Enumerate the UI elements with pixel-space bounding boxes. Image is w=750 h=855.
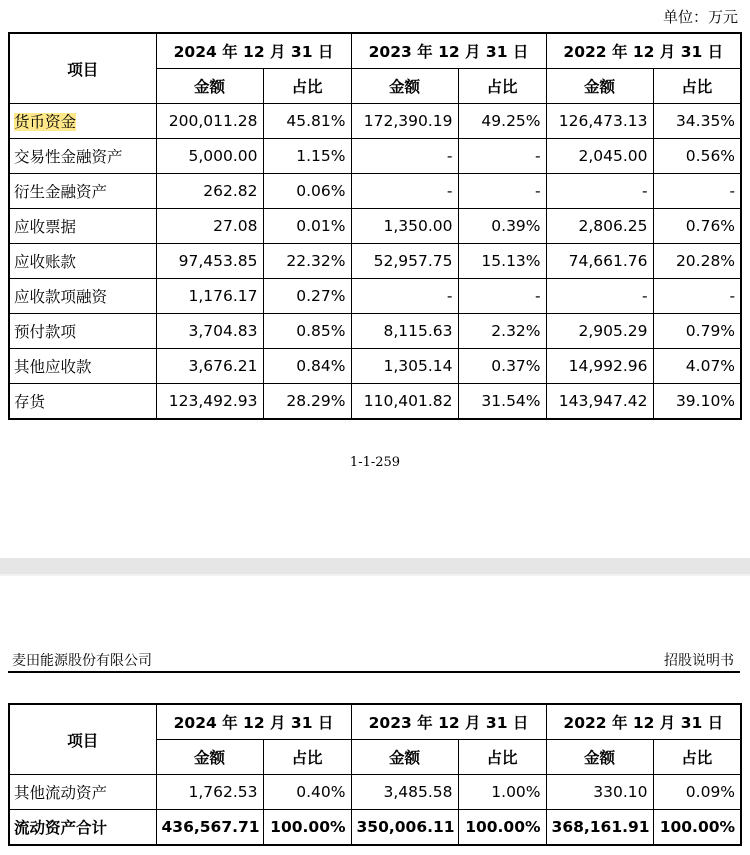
amount-cell: - (546, 279, 653, 314)
amount-cell: - (546, 174, 653, 209)
row-label: 应收账款 (9, 244, 156, 279)
ratio-cell: 0.06% (263, 174, 351, 209)
header-amount: 金额 (156, 740, 263, 775)
ratio-cell: 2.32% (458, 314, 546, 349)
ratio-cell: 0.76% (653, 209, 741, 244)
amount-cell: - (351, 279, 458, 314)
header-period-2023: 2023 年 12 月 31 日 (351, 704, 546, 740)
amount-cell: 14,992.96 (546, 349, 653, 384)
header-ratio: 占比 (458, 740, 546, 775)
table-row (9, 775, 741, 810)
page-gap (0, 558, 750, 574)
amount-cell: 200,011.28 (156, 104, 263, 139)
amount-cell: 1,762.53 (156, 775, 263, 810)
ratio-cell: 39.10% (653, 384, 741, 420)
ratio-cell: 0.39% (458, 209, 546, 244)
amount-cell: 1,305.14 (351, 349, 458, 384)
table-row (9, 384, 741, 420)
row-label: 其他流动资产 (9, 775, 156, 810)
amount-cell: - (351, 174, 458, 209)
ratio-cell: 45.81% (263, 104, 351, 139)
amount-cell: 2,905.29 (546, 314, 653, 349)
balance-table-2 (8, 703, 742, 846)
amount-cell: 350,006.11 (351, 810, 458, 846)
ratio-cell: 0.56% (653, 139, 741, 174)
amount-cell: 3,485.58 (351, 775, 458, 810)
ratio-cell: 0.84% (263, 349, 351, 384)
header-period-2024: 2024 年 12 月 31 日 (156, 704, 351, 740)
ratio-cell: 100.00% (263, 810, 351, 846)
ratio-cell: 4.07% (653, 349, 741, 384)
table-row (9, 279, 741, 314)
page-number: 1-1-259 (349, 455, 401, 470)
header-item: 项目 (9, 704, 156, 775)
amount-cell: 2,806.25 (546, 209, 653, 244)
amount-cell: 110,401.82 (351, 384, 458, 420)
table-row (9, 174, 741, 209)
row-label: 应收票据 (9, 209, 156, 244)
unit-label: 单位：万元 (662, 8, 738, 26)
amount-cell: 368,161.91 (546, 810, 653, 846)
ratio-cell: 0.09% (653, 775, 741, 810)
ratio-cell: 34.35% (653, 104, 741, 139)
company-name: 麦田能源股份有限公司 (12, 653, 152, 669)
ratio-cell: 22.32% (263, 244, 351, 279)
header-amount: 金额 (351, 740, 458, 775)
header-period-2023: 2023 年 12 月 31 日 (351, 33, 546, 69)
amount-cell: 8,115.63 (351, 314, 458, 349)
header-amount: 金额 (156, 69, 263, 104)
table-row (9, 244, 741, 279)
ratio-cell: 31.54% (458, 384, 546, 420)
header-period-2022: 2022 年 12 月 31 日 (546, 33, 741, 69)
header-ratio: 占比 (263, 69, 351, 104)
table-row (9, 104, 741, 139)
amount-cell: 52,957.75 (351, 244, 458, 279)
header-item: 项目 (9, 33, 156, 104)
row-label (9, 104, 156, 139)
amount-cell: 172,390.19 (351, 104, 458, 139)
ratio-cell: 0.01% (263, 209, 351, 244)
table-row (9, 810, 741, 846)
ratio-cell: 100.00% (458, 810, 546, 846)
amount-cell: 74,661.76 (546, 244, 653, 279)
row-label: 存货 (9, 384, 156, 420)
ratio-cell: 0.79% (653, 314, 741, 349)
table-row (9, 349, 741, 384)
amount-cell: 3,704.83 (156, 314, 263, 349)
header-ratio: 占比 (263, 740, 351, 775)
row-label: 应收款项融资 (9, 279, 156, 314)
row-label-highlight: 货币资金 (14, 113, 77, 131)
ratio-cell: 100.00% (653, 810, 741, 846)
row-label: 衍生金融资产 (9, 174, 156, 209)
header-amount: 金额 (546, 69, 653, 104)
header-period-2024: 2024 年 12 月 31 日 (156, 33, 351, 69)
amount-cell: 3,676.21 (156, 349, 263, 384)
header-ratio: 占比 (653, 69, 741, 104)
amount-cell: 27.08 (156, 209, 263, 244)
ratio-cell: - (458, 139, 546, 174)
ratio-cell: - (653, 174, 741, 209)
amount-cell: - (351, 139, 458, 174)
ratio-cell: 0.27% (263, 279, 351, 314)
header-ratio: 占比 (458, 69, 546, 104)
amount-cell: 97,453.85 (156, 244, 263, 279)
amount-cell: 436,567.71 (156, 810, 263, 846)
table-row (9, 139, 741, 174)
amount-cell: 5,000.00 (156, 139, 263, 174)
ratio-cell: 1.00% (458, 775, 546, 810)
ratio-cell: 49.25% (458, 104, 546, 139)
header-period-2022: 2022 年 12 月 31 日 (546, 704, 741, 740)
amount-cell: 1,350.00 (351, 209, 458, 244)
header-rule (8, 671, 740, 673)
header-amount: 金额 (351, 69, 458, 104)
amount-cell: 143,947.42 (546, 384, 653, 420)
table-row (9, 209, 741, 244)
amount-cell: 123,492.93 (156, 384, 263, 420)
ratio-cell: 20.28% (653, 244, 741, 279)
ratio-cell: - (458, 279, 546, 314)
ratio-cell: 15.13% (458, 244, 546, 279)
ratio-cell: - (458, 174, 546, 209)
balance-table-1 (8, 32, 742, 420)
row-label: 预付款项 (9, 314, 156, 349)
row-label: 其他应收款 (9, 349, 156, 384)
amount-cell: 2,045.00 (546, 139, 653, 174)
row-label: 交易性金融资产 (9, 139, 156, 174)
ratio-cell: 0.85% (263, 314, 351, 349)
page-gap-shadow (0, 574, 750, 576)
table-row (9, 314, 741, 349)
amount-cell: 126,473.13 (546, 104, 653, 139)
amount-cell: 330.10 (546, 775, 653, 810)
row-label: 流动资产合计 (9, 810, 156, 846)
amount-cell: 1,176.17 (156, 279, 263, 314)
ratio-cell: 0.37% (458, 349, 546, 384)
document-type: 招股说明书 (664, 653, 734, 669)
ratio-cell: - (653, 279, 741, 314)
header-amount: 金额 (546, 740, 653, 775)
header-ratio: 占比 (653, 740, 741, 775)
ratio-cell: 28.29% (263, 384, 351, 420)
ratio-cell: 0.40% (263, 775, 351, 810)
ratio-cell: 1.15% (263, 139, 351, 174)
amount-cell: 262.82 (156, 174, 263, 209)
